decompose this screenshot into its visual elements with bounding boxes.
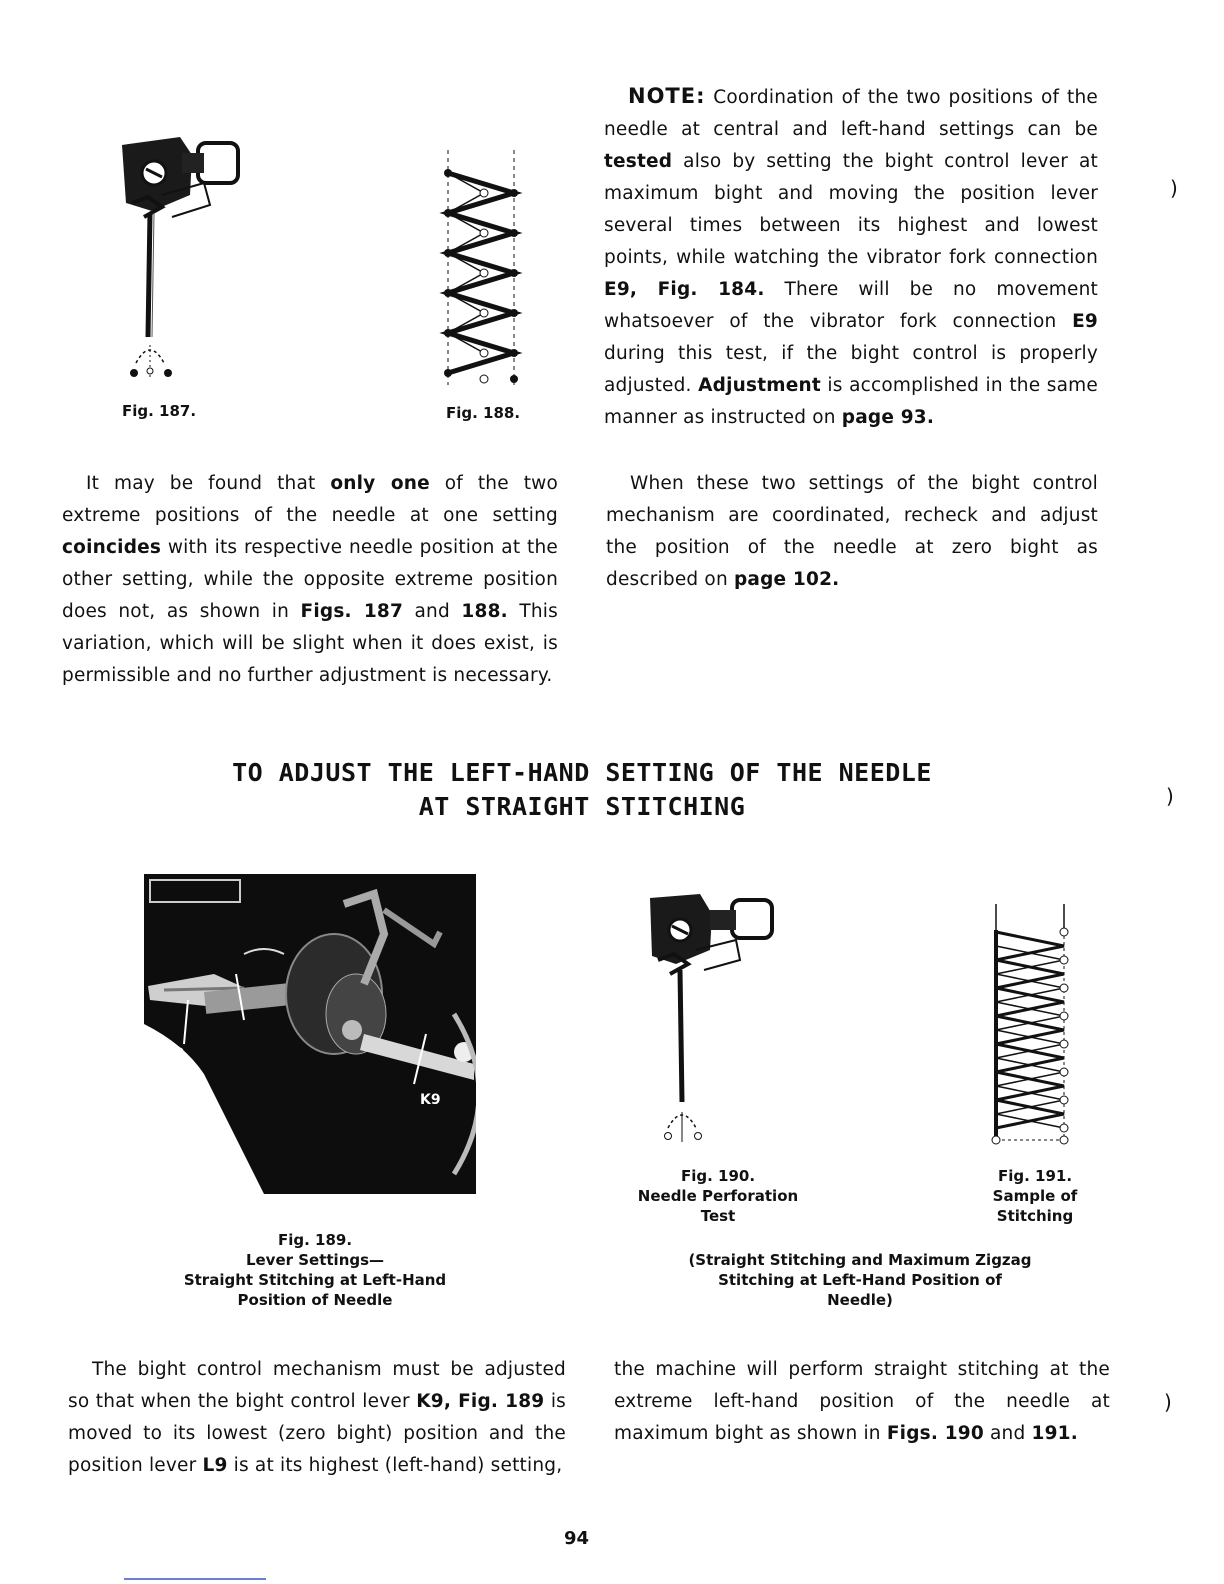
para-text: of the two extreme positions of the needle at one setting [62, 473, 558, 526]
fig-191-title: Sample of [992, 1187, 1078, 1205]
label-k9: K9 [420, 1092, 441, 1108]
fig-189-num: Fig. 189. [277, 1231, 353, 1249]
para-text: The bight control mechanism must be adjusted so that when the bight control lever [68, 1359, 566, 1412]
note-bold-ref: E9, Fig. 184. [604, 279, 765, 300]
fig-187-label: Fig. 187. [122, 402, 197, 420]
para-bold: Figs. 187 [300, 601, 404, 622]
note-text: during this test, if the bight control is properly adjusted. [604, 343, 1098, 396]
para-text: This variation, which will be slight when it does exist, is permissible and no further adjustment is necessary. [62, 601, 558, 686]
fig-191-caption [970, 1166, 1100, 1226]
para-text: with its respective needle position at the other setting, while the opposite extreme position does not, as shown in [62, 537, 558, 622]
note-bold-adjustment: Adjustment [698, 375, 821, 396]
note-text: Coordination of the two positions of the needle at central and left-hand settings can be [604, 87, 1098, 140]
zigzag-drawing-191 [984, 904, 1084, 1148]
para-text: It may be found that [86, 473, 331, 494]
note-paragraph [604, 80, 1098, 434]
figure-187 [112, 125, 262, 385]
note-bold-tested: tested [604, 151, 673, 172]
para-text: is moved to its lowest (zero bight) position and the position lever [68, 1391, 566, 1476]
para-bold: Figs. 190 [886, 1423, 984, 1444]
para-bold: only one [330, 473, 430, 494]
note-text: is accomplished in the same manner as instructed on [604, 375, 1098, 428]
bottom-right-paragraph [614, 1354, 1110, 1450]
figure-188 [430, 145, 530, 390]
joint-caption-line-2: Stitching at Left-Hand Position of [718, 1271, 1002, 1289]
para-text: When these two settings of the bight control mechanism are coordinated, recheck and adjust the position of the needle at zero bight as described on [606, 473, 1098, 590]
para-bold: K9, Fig. 189 [416, 1391, 545, 1412]
fig-189-title: Lever Settings— [245, 1251, 385, 1269]
fig-190-caption [620, 1166, 816, 1226]
figure-191 [984, 904, 1084, 1148]
fig-191-title2: Stitching [996, 1207, 1074, 1225]
zigzag-drawing-188 [430, 145, 530, 390]
joint-caption [660, 1250, 1060, 1310]
fig-188-label: Fig. 188. [446, 404, 521, 422]
note-bold-page: page 93. [841, 407, 935, 428]
needle-drawing-187 [112, 125, 262, 385]
para-bold: 188. [461, 601, 508, 622]
para-text: the machine will perform straight stitching at the extreme left-hand position of the needle at maximum bight as shown in [614, 1359, 1110, 1444]
bottom-left-paragraph [68, 1354, 566, 1482]
machine-photo [144, 874, 476, 1194]
fig-190-title2: Test [700, 1207, 736, 1225]
note-lead: NOTE: [628, 84, 706, 108]
section-heading [120, 756, 1044, 824]
recheck-paragraph [606, 468, 1098, 596]
fig-189-caption [160, 1230, 470, 1310]
para-text: is at its highest (left-hand) setting, [227, 1455, 563, 1476]
heading-line-2: AT STRAIGHT STITCHING [418, 792, 746, 821]
bottom-rule [124, 1578, 266, 1580]
margin-mark: ) [1166, 784, 1174, 808]
heading-line-1: TO ADJUST THE LEFT-HAND SETTING OF THE NEEDLE [232, 758, 932, 787]
joint-caption-line-3: Needle) [827, 1291, 893, 1309]
margin-mark: ) [1164, 1390, 1172, 1414]
para-bold: 191. [1031, 1423, 1078, 1444]
page-number: 94 [564, 1528, 590, 1549]
fig-191-num: Fig. 191. [997, 1167, 1073, 1185]
figure-190 [640, 890, 790, 1150]
note-text: There will be no movement whatsoever of the vibrator fork connection [604, 279, 1098, 332]
para-bold: page 102. [733, 569, 840, 590]
note-text: also by setting the bight control lever at maximum bight and moving the position lever several times between its highest and lowest points, while watching the vibrator fork connection [604, 151, 1098, 268]
margin-mark: ) [1170, 176, 1178, 200]
label-l9: L9 [166, 1046, 185, 1062]
note-bold-e9: E9 [1072, 311, 1098, 332]
fig-190-num: Fig. 190. [680, 1167, 756, 1185]
needle-drawing-190 [640, 890, 790, 1150]
para-bold: coincides [62, 537, 162, 558]
fig-189-desc2: Position of Needle [237, 1291, 393, 1309]
joint-caption-line-1: (Straight Stitching and Maximum Zigzag [688, 1251, 1032, 1269]
coincides-paragraph [62, 468, 558, 692]
fig-189-desc: Straight Stitching at Left-Hand [183, 1271, 447, 1289]
figure-189-photo [144, 874, 476, 1194]
para-bold: L9 [202, 1455, 228, 1476]
para-text: and [403, 601, 462, 622]
fig-190-title: Needle Perforation [637, 1187, 799, 1205]
para-text: and [983, 1423, 1032, 1444]
